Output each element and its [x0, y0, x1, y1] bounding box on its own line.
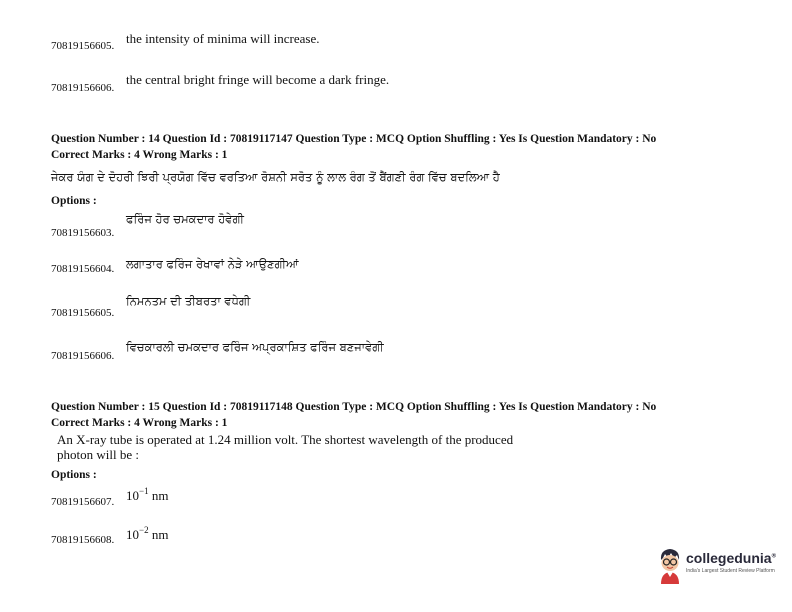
- math-exponent: −1: [139, 486, 149, 496]
- option-text: ਵਿਚਕਾਰਲੀ ਚਮਕਦਾਰ ਫਰਿੰਜ ਅਪ੍ਰਕਾਸ਼ਿਤ ਫਰਿੰਜ ਬਣਜਾਵੇਗੀ: [126, 340, 384, 354]
- option-text: ਫਰਿੰਜ ਹੋਰ ਚਮਕਦਾਰ ਹੋਵੇਗੀ: [126, 212, 244, 226]
- brand-logo: [656, 544, 786, 594]
- option-id: 70819156607.: [51, 496, 115, 508]
- option-math: [126, 527, 168, 543]
- question-marks: Correct Marks : 4 Wrong Marks : 1: [51, 149, 228, 161]
- option-text: the central bright fringe will become a dark fringe.: [126, 72, 390, 87]
- math-unit: nm: [151, 488, 169, 503]
- option-id: 70819156605.: [51, 307, 115, 319]
- question-marks: Correct Marks : 4 Wrong Marks : 1: [51, 417, 228, 429]
- options-label: Options :: [51, 469, 97, 481]
- question-text: photon will be :: [57, 447, 139, 462]
- option-id: 70819156606.: [51, 350, 115, 362]
- option-text: the intensity of minima will increase.: [126, 31, 320, 46]
- option-id: 70819156606.: [51, 82, 115, 94]
- logo-tagline: India's Largest Student Review Platform: [686, 568, 775, 574]
- question-header: Question Number : 15 Question Id : 70819117148 Question Type : MCQ Option Shuffling : Yes Is Question Mandatory : No: [51, 401, 657, 413]
- options-label: Options :: [51, 195, 97, 207]
- option-id: 70819156605.: [51, 40, 115, 52]
- logo-registered-mark: ®: [771, 553, 776, 560]
- question-header: Question Number : 14 Question Id : 70819117147 Question Type : MCQ Option Shuffling : Yes Is Question Mandatory : No: [51, 133, 657, 145]
- question-text: ਜੇਕਰ ਯੰਗ ਦੇ ਦੋਹਰੀ ਝਿਰੀ ਪ੍ਰਯੋਗ ਵਿੱਚ ਵਰਤਿਆ ਰੋਸ਼ਨੀ ਸਰੋਤ ਨੂੰ ਲਾਲ ਰੰਗ ਤੋਂ ਬੈਂਗਣੀ ਰੰਗ ਵਿੱਚ ਬਦਲਿਆ ਹੈ: [51, 170, 500, 184]
- logo-name: collegedunia: [686, 550, 772, 566]
- math-unit: nm: [151, 527, 169, 542]
- option-text: ਨਿਮਨਤਮ ਦੀ ਤੀਬਰਤਾ ਵਧੇਗੀ: [126, 294, 251, 308]
- math-base: 10: [126, 527, 139, 542]
- math-base: 10: [126, 488, 139, 503]
- option-text: ਲਗਾਤਾਰ ਫਰਿੰਜ ਰੇਖਾਵਾਂ ਨੇੜੇ ਆਉਣਗੀਆਂ: [126, 257, 299, 271]
- question-text: An X-ray tube is operated at 1.24 million volt. The shortest wavelength of the produced: [57, 432, 514, 447]
- math-exponent: −2: [139, 525, 149, 535]
- option-math: [126, 488, 168, 504]
- mascot-icon: [656, 546, 684, 586]
- option-id: 70819156608.: [51, 534, 115, 546]
- option-id: 70819156603.: [51, 227, 115, 239]
- option-id: 70819156604.: [51, 263, 115, 275]
